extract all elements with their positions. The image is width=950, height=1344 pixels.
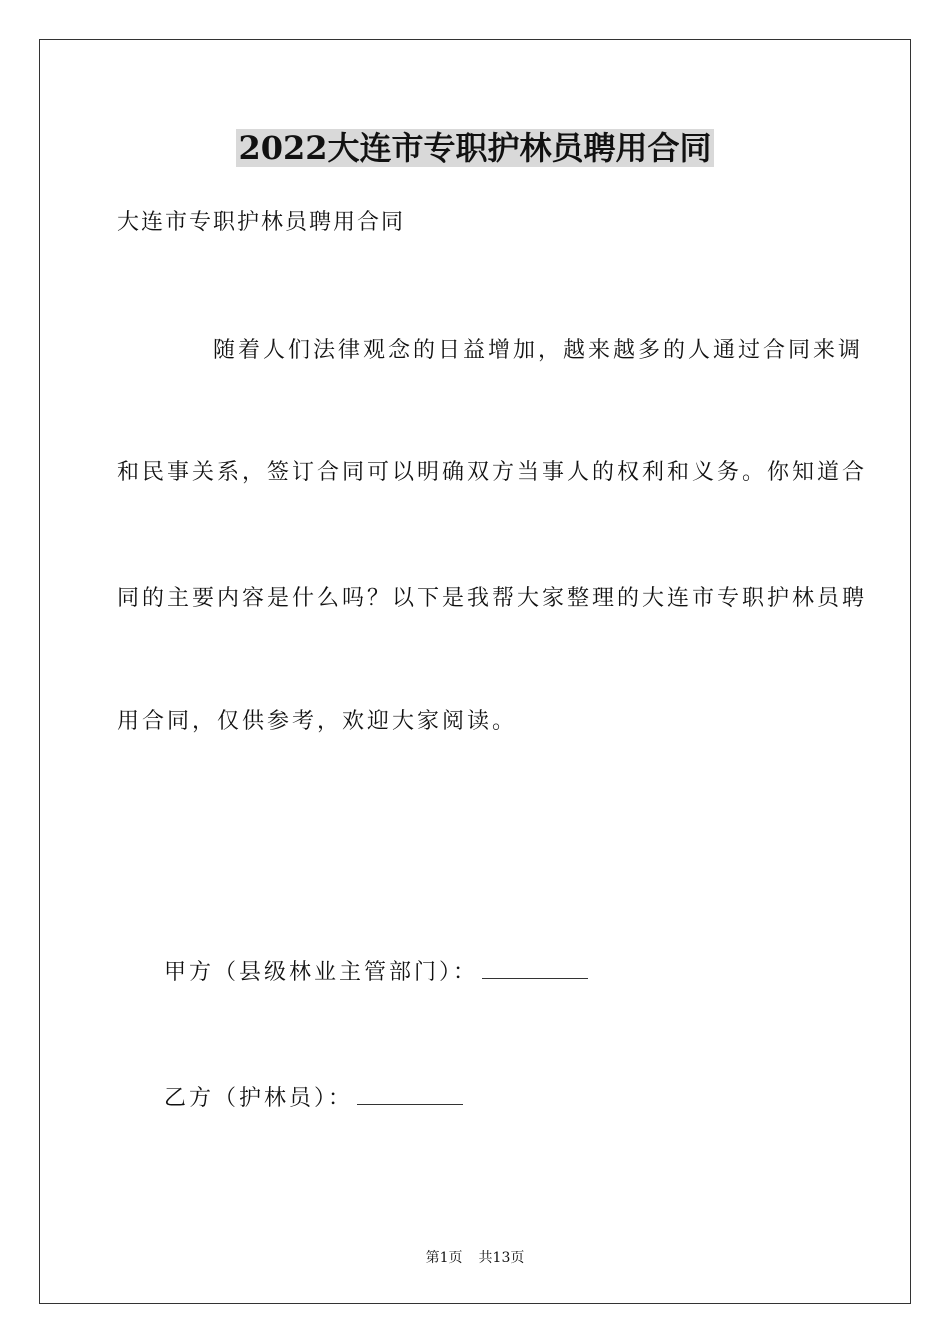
party-b-label: 乙方（护林员）： bbox=[164, 1086, 354, 1111]
page-footer bbox=[0, 1248, 950, 1268]
party-a-blank-field[interactable] bbox=[482, 956, 588, 979]
paragraph-line-3: 同的主要内容是什么吗？以下是我帮大家整理的大连市专职护林员聘 bbox=[117, 586, 868, 611]
paragraph-line-1: 随着人们法律观念的日益增加，越来越多的人通过合同来调 bbox=[213, 338, 864, 363]
paragraph-line-2: 和民事关系，签订合同可以明确双方当事人的权利和义务。你知道合 bbox=[117, 460, 868, 485]
paragraph-line-4: 用合同，仅供参考，欢迎大家阅读。 bbox=[117, 709, 518, 734]
document-subtitle: 大连市专职护林员聘用合同 bbox=[117, 210, 406, 235]
party-a-row bbox=[164, 956, 588, 988]
party-b-row bbox=[164, 1082, 463, 1114]
document-title-text: 2022大连市专职护林员聘用合同 bbox=[238, 129, 712, 167]
document-title bbox=[0, 128, 950, 168]
party-a-label: 甲方（县级林业主管部门）： bbox=[164, 960, 479, 985]
page-total: 共13页 bbox=[478, 1250, 525, 1266]
party-b-blank-field[interactable] bbox=[357, 1082, 463, 1105]
page-number: 第1页 bbox=[425, 1250, 463, 1266]
